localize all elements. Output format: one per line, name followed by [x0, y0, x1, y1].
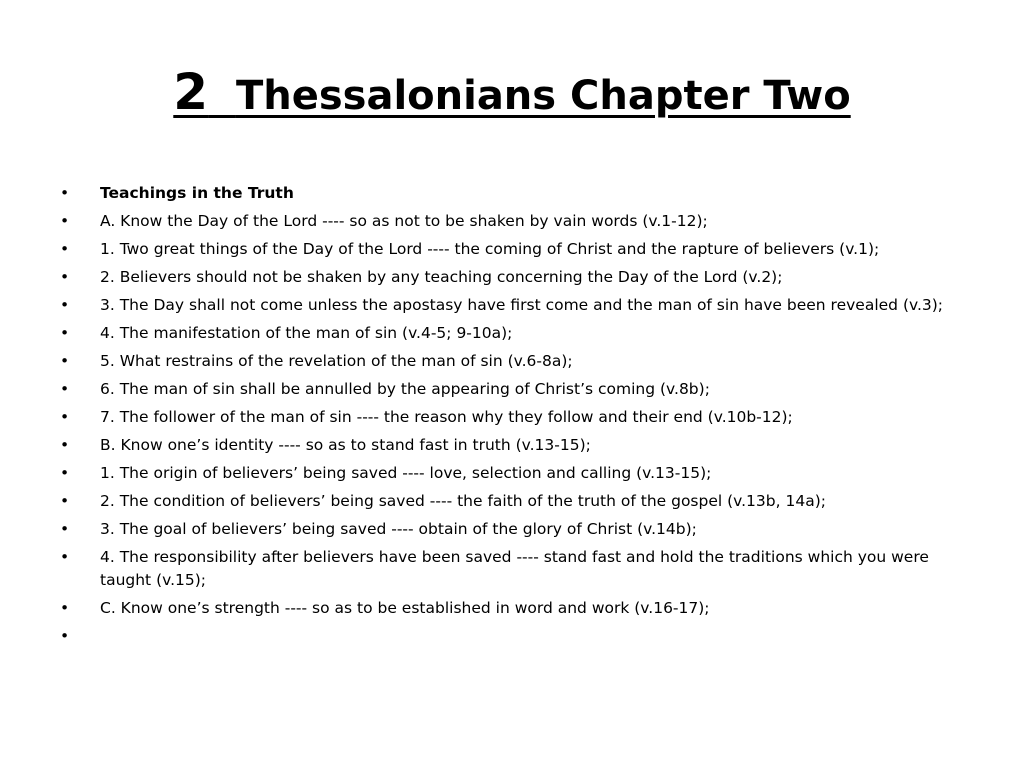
bullet-item: [60, 490, 970, 513]
bullet-item: [60, 294, 970, 317]
bullet-text: 4. The responsibility after believers have been saved ---- stand fast and hold the traditions which you were taught (v.15);: [100, 548, 929, 589]
bullet-text: 6. The man of sin shall be annulled by the appearing of Christ’s coming (v.8b);: [100, 380, 710, 398]
bullet-dot: •: [60, 352, 70, 370]
bullet-dot: •: [60, 464, 70, 482]
bullet-item: [60, 266, 970, 289]
bullet-text: 7. The follower of the man of sin ---- the reason why they follow and their end (v.10b-12);: [100, 408, 793, 426]
bullet-item: [60, 434, 970, 457]
bullet-item: [60, 350, 970, 373]
bullet-item: [60, 238, 970, 261]
bullet-dot: •: [60, 492, 70, 510]
bullet-item: [60, 546, 970, 592]
bullet-text: 1. Two great things of the Day of the Lord ---- the coming of Christ and the rapture of believers (v.1);: [100, 240, 880, 258]
bullet-list: [60, 182, 970, 653]
bullet-text: Teachings in the Truth: [100, 184, 294, 202]
bullet-item: [60, 518, 970, 541]
bullet-text: 5. What restrains of the revelation of the man of sin (v.6-8a);: [100, 352, 573, 370]
bullet-dot: •: [60, 548, 70, 566]
bullet-text: 2. Believers should not be shaken by any teaching concerning the Day of the Lord (v.2);: [100, 268, 783, 286]
bullet-dot: •: [60, 324, 70, 342]
bullet-text: 1. The origin of believers’ being saved ---- love, selection and calling (v.13-15);: [100, 464, 712, 482]
bullet-text: A. Know the Day of the Lord ---- so as not to be shaken by vain words (v.1-12);: [100, 212, 708, 230]
bullet-dot: •: [60, 240, 70, 258]
bullet-item: [60, 378, 970, 401]
bullet-text: C. Know one’s strength ---- so as to be established in word and work (v.16-17);: [100, 599, 710, 617]
bullet-text: 3. The Day shall not come unless the apostasy have first come and the man of sin have been revealed (v.3);: [100, 296, 944, 314]
bullet-item: [60, 322, 970, 345]
bullet-item: [60, 210, 970, 233]
bullet-item: [60, 597, 970, 620]
bullet-dot: •: [60, 268, 70, 286]
bullet-dot: •: [60, 212, 70, 230]
title-text: Thessalonians Chapter Two: [235, 73, 851, 119]
bullet-dot: •: [60, 627, 70, 645]
bullet-text: 4. The manifestation of the man of sin (v.4-5; 9-10a);: [100, 324, 513, 342]
bullet-text: B. Know one’s identity ---- so as to stand fast in truth (v.13-15);: [100, 436, 591, 454]
bullet-item: [60, 462, 970, 485]
bullet-dot: •: [60, 184, 70, 202]
bullet-dot: •: [60, 520, 70, 538]
title-number: 2: [173, 63, 209, 121]
bullet-dot: •: [60, 296, 70, 314]
bullet-item: [60, 182, 970, 205]
bullet-dot: •: [60, 380, 70, 398]
bullet-dot: •: [60, 599, 70, 617]
bullet-dot: •: [60, 408, 70, 426]
bullet-dot: •: [60, 436, 70, 454]
bullet-item: [60, 406, 970, 429]
slide-title: [0, 60, 1024, 128]
bullet-text: 3. The goal of believers’ being saved ---- obtain of the glory of Christ (v.14b);: [100, 520, 697, 538]
bullet-item: [60, 625, 970, 648]
bullet-text: 2. The condition of believers’ being saved ---- the faith of the truth of the gospel (v.13b, 14a);: [100, 492, 826, 510]
